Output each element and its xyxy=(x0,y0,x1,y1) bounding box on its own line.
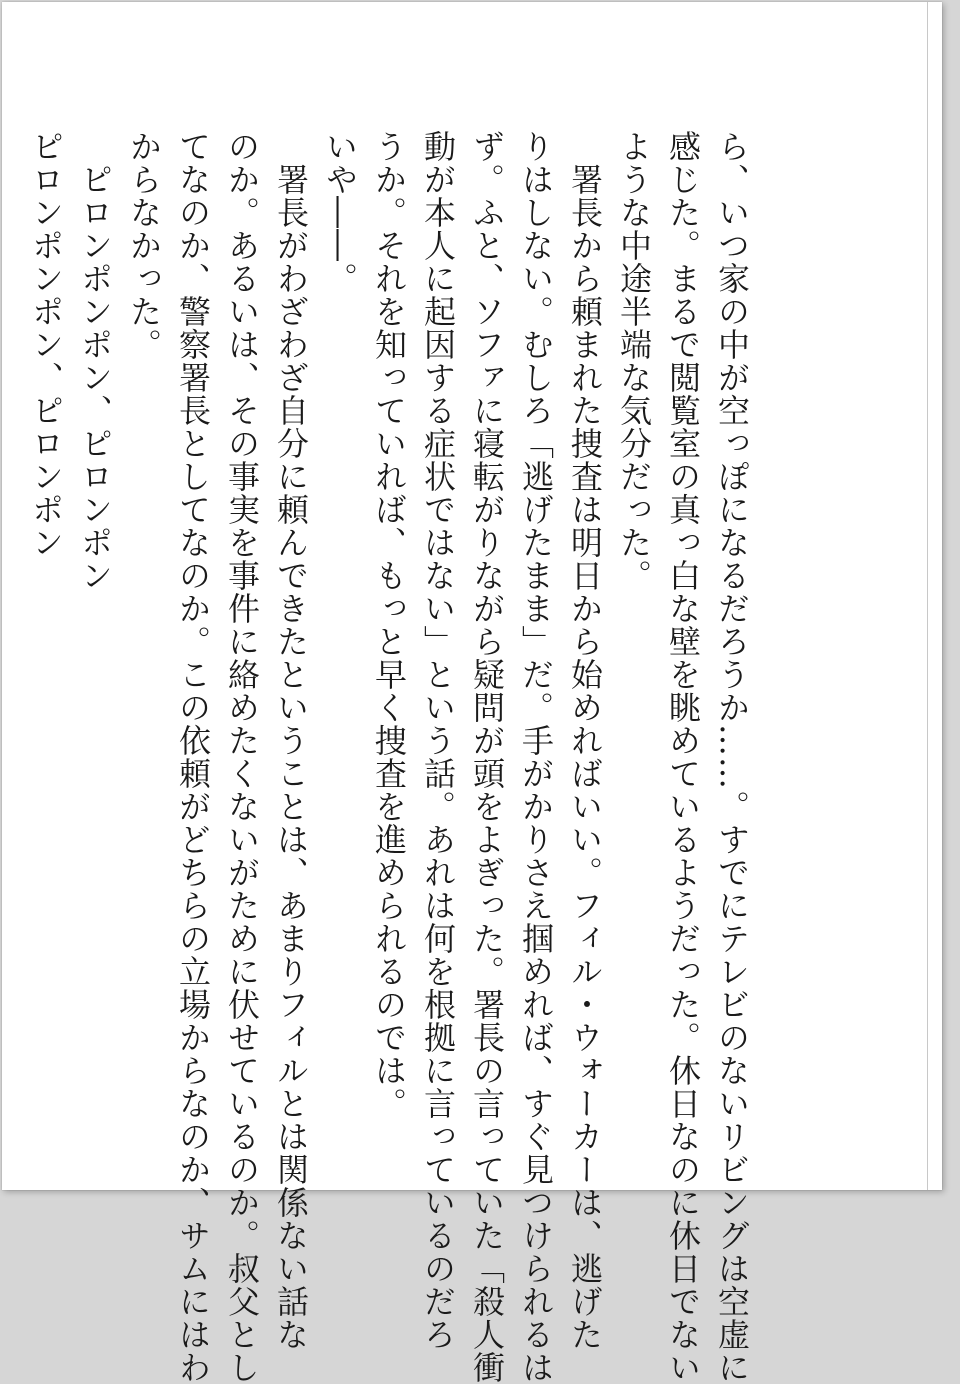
text-line: のか。あるいは、その事実を事件に絡めたくないがために伏せているのか。叔父とし xyxy=(223,130,261,1384)
text-line: 署長から頼まれた捜査は明日から始めればいい。フィル・ウォーカーは、逃げた xyxy=(566,130,604,1351)
page-edge-line xyxy=(927,2,928,1190)
text-line: ら、いつ家の中が空っぽになるだろうか……。すでにテレビのないリビングは空虚に xyxy=(713,130,751,1384)
text-line: ピロンポンポン、ピロンポン xyxy=(76,130,114,592)
text-line: りはしない。むしろ「逃げたまま」だ。手がかりさえ掴めれば、すぐ見つけられるは xyxy=(517,130,555,1384)
text-line: 感じた。まるで閲覧室の真っ白な壁を眺めているようだった。休日なのに休日でない xyxy=(664,130,702,1384)
text-line: 動が本人に起因する症状ではない」という話。あれは何を根拠に言っているのだろ xyxy=(419,130,457,1351)
text-line: ピロンポンポン、ピロンポン xyxy=(27,130,65,559)
text-line: ず。ふと、ソファに寝転がりながら疑問が頭をよぎった。署長の言っていた「殺人衝 xyxy=(468,130,506,1384)
book-page xyxy=(2,2,942,1384)
vertical-text-body xyxy=(21,130,756,1384)
text-line: うか。それを知っていれば、もっと早く捜査を進められるのでは。 xyxy=(370,130,408,1120)
text-line: いや――。 xyxy=(321,130,359,295)
text-line: ような中途半端な気分だった。 xyxy=(615,130,653,592)
text-line: 署長がわざわざ自分に頼んできたということは、あまりフィルとは関係ない話な xyxy=(272,130,310,1351)
text-line: からなかった。 xyxy=(125,130,163,361)
text-line: てなのか、警察署長としてなのか。この依頼がどちらの立場からなのか、サムにはわ xyxy=(174,130,212,1384)
